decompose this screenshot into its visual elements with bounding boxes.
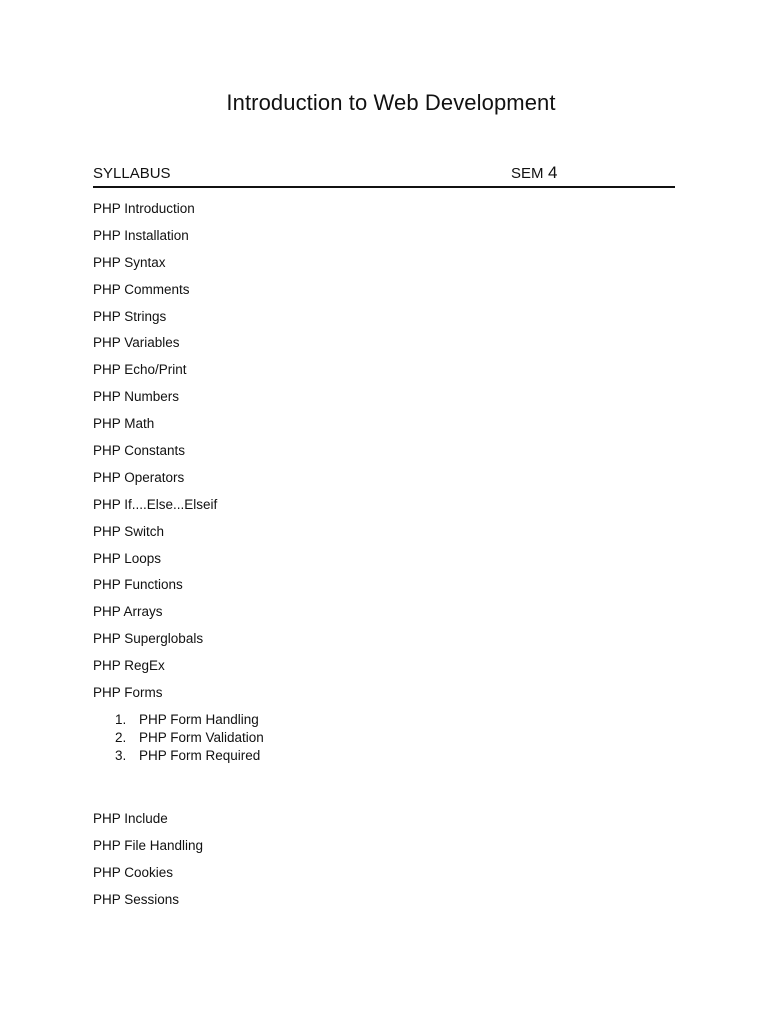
syllabus-header [93, 162, 675, 188]
topic-item: PHP Operators [93, 469, 185, 485]
subtopic-number: 2. [115, 730, 127, 745]
topic-item: PHP Installation [93, 227, 189, 243]
topic-item: PHP Forms [93, 685, 163, 701]
topic-item: PHP If....Else...Elseif [93, 496, 218, 512]
subtopic-number: 3. [115, 748, 127, 763]
subtopic-number: 1. [115, 712, 127, 727]
topic-item: PHP Sessions [93, 891, 180, 907]
subtopic-item [93, 729, 264, 747]
semester-number: 4 [547, 163, 558, 182]
topic-item: PHP Strings [93, 308, 167, 324]
topic-item: PHP Numbers [93, 389, 180, 405]
topic-item: PHP Comments [93, 281, 190, 297]
topic-item: PHP Cookies [93, 864, 174, 880]
subtopic-item [93, 747, 264, 765]
topic-item: PHP Switch [93, 523, 165, 539]
topic-list [93, 200, 217, 711]
subtopic-text: PHP Form Required [139, 748, 261, 763]
topic-item: PHP Functions [93, 577, 183, 593]
subtopic-text: PHP Form Handling [139, 712, 259, 727]
subtopic-item [93, 711, 264, 729]
topic-item: PHP Math [93, 416, 155, 432]
forms-subtopic-list [93, 711, 264, 765]
topic-item: PHP RegEx [93, 658, 165, 674]
syllabus-label: SYLLABUS [93, 165, 171, 182]
subtopic-text: PHP Form Validation [139, 730, 264, 745]
topic-item: PHP Constants [93, 443, 186, 459]
topic-item: PHP Loops [93, 550, 162, 566]
topic-item: PHP Arrays [93, 604, 163, 620]
semester-text: SEM [511, 165, 544, 182]
topic-item: PHP Introduction [93, 201, 195, 216]
topic-item: PHP File Handling [93, 837, 204, 853]
topic-list-continued [93, 810, 203, 918]
semester-label [511, 162, 557, 185]
topic-item: PHP Superglobals [93, 631, 204, 647]
topic-item: PHP Variables [93, 335, 180, 351]
topic-item: PHP Echo/Print [93, 362, 187, 378]
topic-item: PHP Include [93, 811, 168, 826]
topic-item: PHP Syntax [93, 254, 166, 270]
page-title: Introduction to Web Development [226, 90, 556, 115]
